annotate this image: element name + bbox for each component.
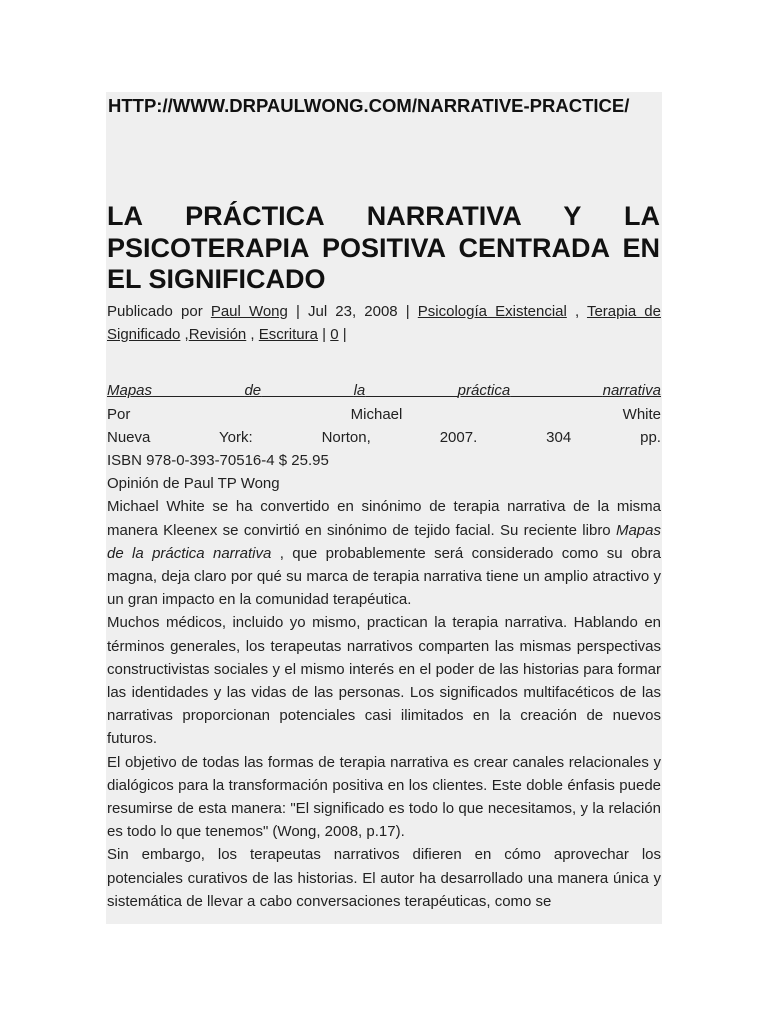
book-pub-word: pp. bbox=[640, 428, 661, 446]
comments-count-link[interactable]: 0 bbox=[330, 326, 339, 344]
paragraph-1 bbox=[107, 495, 661, 611]
book-pub-word: Nueva bbox=[107, 428, 151, 446]
paragraph-3: El objetivo de todas las formas de terapia narrativa es crear canales relacionales y dialógicos para la transformación positiva en los clientes. Este doble énfasis puede resumirse de esta manera: "El significado es todo lo que necesitamos, y la relación es todo lo que tenemos" (Wong, 2008, p.17). bbox=[107, 753, 661, 841]
book-pub-word: 304 bbox=[546, 428, 572, 446]
post-meta bbox=[107, 300, 661, 346]
book-pub-word: Norton, bbox=[321, 428, 371, 446]
separator: | bbox=[317, 326, 331, 344]
article-block bbox=[106, 92, 662, 924]
book-title-word: práctica bbox=[457, 382, 511, 400]
article-title: LA PRÁCTICA NARRATIVA Y LA PSICOTERAPIA POSITIVA CENTRADA EN EL SIGNIFICADO bbox=[107, 201, 660, 294]
separator: | bbox=[338, 326, 347, 344]
separator: , bbox=[566, 303, 587, 320]
url-heading: HTTP://WWW.DRPAULWONG.COM/NARRATIVE-PRACTICE/ bbox=[108, 95, 630, 116]
category-link-meaning-therapy[interactable]: Terapia de Significado bbox=[107, 303, 661, 344]
author-link[interactable]: Paul Wong bbox=[210, 303, 288, 320]
book-title-word: narrativa bbox=[602, 382, 661, 400]
paragraph-4: Sin embargo, los terapeutas narrativos difieren en cómo aprovechar los potenciales curativos de las historias. El autor ha desarrollado una manera única y sistemática de llevar a cabo conversaciones terapéuticas, como se bbox=[107, 846, 661, 910]
book-publication bbox=[107, 426, 661, 449]
category-link-review[interactable]: Revisión bbox=[188, 326, 247, 344]
book-pub-word: 2007. bbox=[439, 428, 478, 446]
book-author-word: White bbox=[622, 405, 661, 423]
book-title-word: Mapas bbox=[107, 382, 153, 400]
paragraph-2: Muchos médicos, incluido yo mismo, practican la terapia narrativa. Hablando en términos generales, los terapeutas narrativos comparten las mismas perspectivas constructivistas sociales y el mismo interés en el poder de las historias para formar las identidades y las vidas de las personas. Los significados multifacéticos de las narrativas proporcionan potenciales casi ilimitados en la creación de nuevos futuros. bbox=[107, 614, 661, 748]
paragraph-text: , que probablemente será considerado como su obra magna, deja claro por qué su marca de terapia narrativa tiene un amplio atractivo y un gran impacto en la comunidad terapéutica. bbox=[107, 544, 661, 609]
separator: , bbox=[180, 326, 189, 344]
review-byline: Opinión de Paul TP Wong bbox=[107, 475, 280, 493]
published-by-label: Publicado por bbox=[107, 303, 211, 320]
article-body bbox=[107, 300, 661, 913]
book-author-word: Por bbox=[107, 405, 131, 423]
paragraph-text: Michael White se ha convertido en sinónimo de terapia narrativa de la misma manera Kleenex se convirtió en sinónimo de tejido facial. Su reciente libro bbox=[107, 498, 661, 539]
date-text: | Jul 23, 2008 | bbox=[287, 303, 418, 320]
book-isbn: ISBN 978-0-393-70516-4 $ 25.95 bbox=[107, 452, 329, 470]
book-author-word: Michael bbox=[350, 405, 403, 423]
book-title-word: la bbox=[353, 382, 366, 400]
category-link-writing[interactable]: Escritura bbox=[258, 326, 318, 344]
book-title-inline: Mapas de la práctica narrativa bbox=[107, 521, 661, 562]
book-author bbox=[107, 403, 661, 426]
book-title bbox=[107, 379, 661, 402]
book-title-word: de bbox=[244, 382, 262, 400]
book-pub-word: York: bbox=[219, 428, 253, 446]
spacer bbox=[107, 346, 661, 379]
category-link-existential[interactable]: Psicología Existencial bbox=[417, 303, 567, 320]
separator: , bbox=[246, 326, 259, 344]
